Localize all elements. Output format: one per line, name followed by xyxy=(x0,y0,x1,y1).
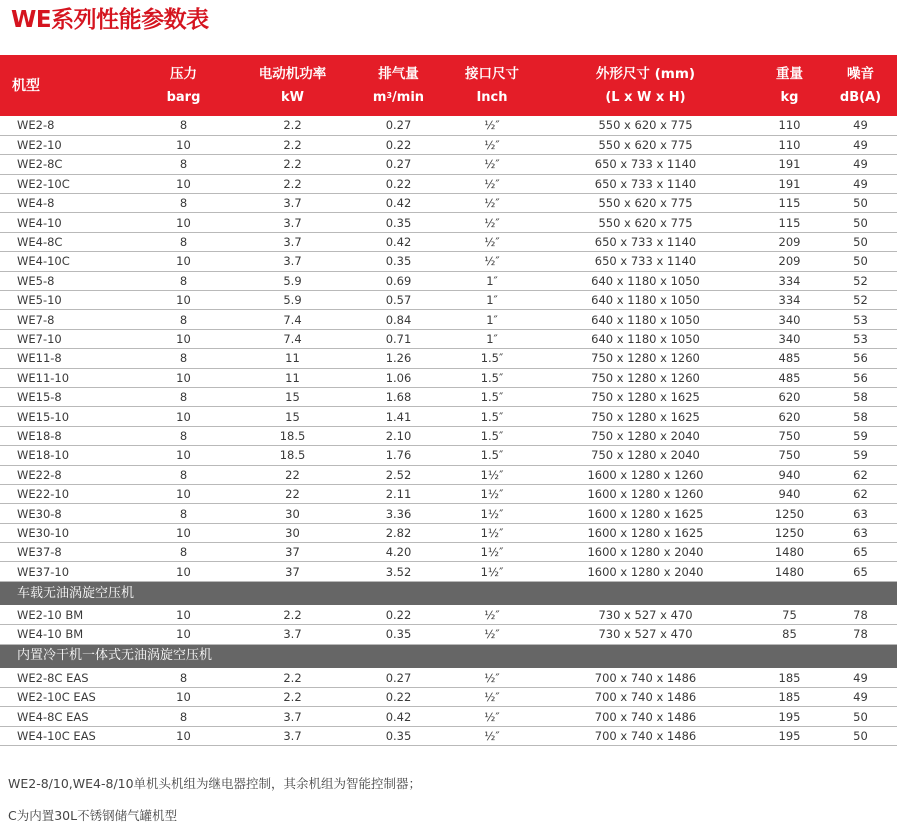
cell-weight: 209 xyxy=(755,252,824,271)
cell-air-delivery: 1.26 xyxy=(349,349,448,368)
cell-connection-size: 1½″ xyxy=(448,504,536,523)
cell-model: WE30-8 xyxy=(0,504,131,523)
table-row xyxy=(0,116,897,135)
cell-connection-size: ½″ xyxy=(448,174,536,193)
section-header xyxy=(0,581,897,605)
cell-model: WE7-8 xyxy=(0,310,131,329)
cell-weight: 1480 xyxy=(755,562,824,581)
cell-dimensions: 1600 x 1280 x 1260 xyxy=(536,465,755,484)
cell-connection-size: 1.5″ xyxy=(448,387,536,406)
cell-pressure: 8 xyxy=(131,116,236,135)
cell-air-delivery: 0.22 xyxy=(349,688,448,707)
cell-pressure: 10 xyxy=(131,446,236,465)
cell-motor-power: 2.2 xyxy=(236,605,349,624)
cell-noise: 49 xyxy=(824,155,897,174)
cell-connection-size: ½″ xyxy=(448,726,536,745)
cell-dimensions: 700 x 740 x 1486 xyxy=(536,707,755,726)
cell-air-delivery: 0.42 xyxy=(349,194,448,213)
cell-pressure: 10 xyxy=(131,407,236,426)
section-title: 车载无油涡旋空压机 xyxy=(17,585,135,601)
cell-weight: 195 xyxy=(755,707,824,726)
cell-weight: 485 xyxy=(755,349,824,368)
cell-model: WE2-10C EAS xyxy=(0,688,131,707)
cell-dimensions: 750 x 1280 x 1625 xyxy=(536,407,755,426)
cell-pressure: 10 xyxy=(131,368,236,387)
cell-model: WE22-10 xyxy=(0,484,131,503)
cell-air-delivery: 0.57 xyxy=(349,291,448,310)
cell-motor-power: 3.7 xyxy=(236,232,349,251)
cell-noise: 56 xyxy=(824,349,897,368)
cell-weight: 185 xyxy=(755,688,824,707)
cell-air-delivery: 0.84 xyxy=(349,310,448,329)
cell-air-delivery: 0.22 xyxy=(349,135,448,154)
table-row xyxy=(0,426,897,445)
table-row xyxy=(0,446,897,465)
cell-air-delivery: 2.82 xyxy=(349,523,448,542)
cell-noise: 49 xyxy=(824,688,897,707)
header-air-delivery: 排气量 $m^3/\min$ xyxy=(372,65,425,105)
cell-connection-size: 1″ xyxy=(448,291,536,310)
cell-connection-size: 1½″ xyxy=(448,562,536,581)
cell-connection-size: 1.5″ xyxy=(448,368,536,387)
cell-weight: 940 xyxy=(755,484,824,503)
cell-noise: 50 xyxy=(824,252,897,271)
cell-weight: 620 xyxy=(755,387,824,406)
cell-motor-power: 15 xyxy=(236,387,349,406)
cell-weight: 750 xyxy=(755,446,824,465)
cell-dimensions: 700 x 740 x 1486 xyxy=(536,726,755,745)
cell-connection-size: 1″ xyxy=(448,329,536,348)
cell-motor-power: 15 xyxy=(236,407,349,426)
cell-pressure: 8 xyxy=(131,668,236,687)
header-motor-power: 电动机功率 kW xyxy=(258,65,327,105)
footnote-tank: C为内置30L不锈钢储气罐机型 xyxy=(8,808,178,823)
cell-noise: 59 xyxy=(824,446,897,465)
cell-dimensions: 750 x 1280 x 1625 xyxy=(536,387,755,406)
cell-connection-size: 1½″ xyxy=(448,484,536,503)
cell-motor-power: 30 xyxy=(236,523,349,542)
cell-dimensions: 640 x 1180 x 1050 xyxy=(536,310,755,329)
cell-model: WE18-10 xyxy=(0,446,131,465)
cell-motor-power: 11 xyxy=(236,349,349,368)
cell-weight: 334 xyxy=(755,271,824,290)
cell-air-delivery: 1.68 xyxy=(349,387,448,406)
cell-weight: 115 xyxy=(755,194,824,213)
cell-motor-power: 22 xyxy=(236,484,349,503)
cell-motor-power: 2.2 xyxy=(236,116,349,135)
cell-pressure: 8 xyxy=(131,271,236,290)
cell-weight: 110 xyxy=(755,116,824,135)
cell-model: WE2-10 xyxy=(0,135,131,154)
spec-table xyxy=(0,55,897,746)
table-row xyxy=(0,232,897,251)
cell-model: WE2-8C xyxy=(0,155,131,174)
table-row xyxy=(0,523,897,542)
cell-connection-size: 1½″ xyxy=(448,543,536,562)
cell-dimensions: 1600 x 1280 x 1625 xyxy=(536,523,755,542)
cell-dimensions: 550 x 620 x 775 xyxy=(536,213,755,232)
table-row xyxy=(0,387,897,406)
cell-pressure: 8 xyxy=(131,387,236,406)
cell-dimensions: 730 x 527 x 470 xyxy=(536,605,755,624)
cell-dimensions: 650 x 733 x 1140 xyxy=(536,252,755,271)
cell-noise: 78 xyxy=(824,625,897,644)
cell-pressure: 10 xyxy=(131,625,236,644)
cell-connection-size: ½″ xyxy=(448,194,536,213)
cell-air-delivery: 4.20 xyxy=(349,543,448,562)
cell-noise: 58 xyxy=(824,387,897,406)
table-row xyxy=(0,291,897,310)
table-row xyxy=(0,504,897,523)
cell-air-delivery: 1.06 xyxy=(349,368,448,387)
table-row xyxy=(0,329,897,348)
cell-dimensions: 550 x 620 x 775 xyxy=(536,116,755,135)
cell-model: WE15-8 xyxy=(0,387,131,406)
cell-pressure: 8 xyxy=(131,426,236,445)
cell-weight: 340 xyxy=(755,329,824,348)
cell-air-delivery: 0.42 xyxy=(349,232,448,251)
table-row xyxy=(0,484,897,503)
cell-model: WE4-8C EAS xyxy=(0,707,131,726)
cell-connection-size: ½″ xyxy=(448,155,536,174)
cell-connection-size: 1.5″ xyxy=(448,407,536,426)
cell-noise: 49 xyxy=(824,116,897,135)
cell-dimensions: 1600 x 1280 x 1625 xyxy=(536,504,755,523)
cell-weight: 1480 xyxy=(755,543,824,562)
cell-noise: 49 xyxy=(824,668,897,687)
cell-air-delivery: 1.76 xyxy=(349,446,448,465)
cell-connection-size: ½″ xyxy=(448,116,536,135)
cell-dimensions: 1600 x 1280 x 1260 xyxy=(536,484,755,503)
table-row xyxy=(0,174,897,193)
cell-motor-power: 3.7 xyxy=(236,707,349,726)
cell-connection-size: ½″ xyxy=(448,625,536,644)
cell-motor-power: 2.2 xyxy=(236,155,349,174)
cell-noise: 65 xyxy=(824,543,897,562)
cell-model: WE37-8 xyxy=(0,543,131,562)
cell-noise: 65 xyxy=(824,562,897,581)
cell-weight: 85 xyxy=(755,625,824,644)
table-row xyxy=(0,625,897,644)
cell-weight: 209 xyxy=(755,232,824,251)
cell-noise: 58 xyxy=(824,407,897,426)
cell-weight: 115 xyxy=(755,213,824,232)
cell-pressure: 8 xyxy=(131,310,236,329)
cell-connection-size: 1″ xyxy=(448,271,536,290)
header-dimensions: 外形尺寸 (mm) (L x W x H) xyxy=(595,65,696,105)
cell-model: WE37-10 xyxy=(0,562,131,581)
cell-noise: 53 xyxy=(824,310,897,329)
cell-connection-size: ½″ xyxy=(448,135,536,154)
cell-model: WE7-10 xyxy=(0,329,131,348)
table-row xyxy=(0,135,897,154)
cell-noise: 50 xyxy=(824,232,897,251)
cell-weight: 191 xyxy=(755,174,824,193)
table-row xyxy=(0,726,897,745)
cell-noise: 50 xyxy=(824,213,897,232)
cell-model: WE4-10C xyxy=(0,252,131,271)
cell-weight: 110 xyxy=(755,135,824,154)
cell-weight: 195 xyxy=(755,726,824,745)
cell-model: WE4-8C xyxy=(0,232,131,251)
cell-noise: 62 xyxy=(824,484,897,503)
cell-model: WE4-8 xyxy=(0,194,131,213)
cell-weight: 75 xyxy=(755,605,824,624)
cell-noise: 59 xyxy=(824,426,897,445)
cell-model: WE2-10C xyxy=(0,174,131,193)
cell-connection-size: 1.5″ xyxy=(448,426,536,445)
cell-motor-power: 7.4 xyxy=(236,329,349,348)
table-body xyxy=(0,116,897,746)
cell-pressure: 8 xyxy=(131,349,236,368)
cell-dimensions: 640 x 1180 x 1050 xyxy=(536,329,755,348)
header-connection-size: 接口尺寸 Inch xyxy=(465,65,519,105)
cell-pressure: 10 xyxy=(131,213,236,232)
cell-pressure: 10 xyxy=(131,252,236,271)
cell-weight: 1250 xyxy=(755,523,824,542)
cell-air-delivery: 0.35 xyxy=(349,726,448,745)
cell-connection-size: ½″ xyxy=(448,213,536,232)
cubic-superscript: 3 xyxy=(386,90,393,100)
cell-air-delivery: 0.69 xyxy=(349,271,448,290)
cell-connection-size: ½″ xyxy=(448,232,536,251)
cell-noise: 50 xyxy=(824,726,897,745)
cell-pressure: 8 xyxy=(131,194,236,213)
cell-pressure: 8 xyxy=(131,707,236,726)
cell-pressure: 10 xyxy=(131,605,236,624)
cell-motor-power: 3.7 xyxy=(236,625,349,644)
cell-dimensions: 650 x 733 x 1140 xyxy=(536,155,755,174)
table-row xyxy=(0,213,897,232)
cell-connection-size: 1½″ xyxy=(448,523,536,542)
cell-motor-power: 3.7 xyxy=(236,194,349,213)
cell-weight: 940 xyxy=(755,465,824,484)
cell-pressure: 8 xyxy=(131,155,236,174)
cell-noise: 63 xyxy=(824,523,897,542)
table-row xyxy=(0,310,897,329)
table-row xyxy=(0,688,897,707)
cell-connection-size: 1″ xyxy=(448,310,536,329)
cell-air-delivery: 3.52 xyxy=(349,562,448,581)
cell-air-delivery: 2.10 xyxy=(349,426,448,445)
cell-dimensions: 750 x 1280 x 2040 xyxy=(536,426,755,445)
cell-weight: 340 xyxy=(755,310,824,329)
table-row xyxy=(0,407,897,426)
cell-weight: 750 xyxy=(755,426,824,445)
cell-model: WE4-10 xyxy=(0,213,131,232)
cell-air-delivery: 1.41 xyxy=(349,407,448,426)
cell-noise: 52 xyxy=(824,271,897,290)
cell-weight: 620 xyxy=(755,407,824,426)
cell-pressure: 10 xyxy=(131,291,236,310)
table-row xyxy=(0,543,897,562)
cell-motor-power: 3.7 xyxy=(236,252,349,271)
section-header xyxy=(0,644,897,668)
cell-dimensions: 640 x 1180 x 1050 xyxy=(536,291,755,310)
cell-model: WE22-8 xyxy=(0,465,131,484)
cell-model: WE11-10 xyxy=(0,368,131,387)
table-header-row xyxy=(0,55,897,116)
cell-air-delivery: 3.36 xyxy=(349,504,448,523)
cell-dimensions: 700 x 740 x 1486 xyxy=(536,668,755,687)
cell-dimensions: 750 x 1280 x 1260 xyxy=(536,349,755,368)
table-row xyxy=(0,605,897,624)
cell-noise: 62 xyxy=(824,465,897,484)
cell-motor-power: 5.9 xyxy=(236,291,349,310)
cell-model: WE4-10C EAS xyxy=(0,726,131,745)
cell-pressure: 8 xyxy=(131,504,236,523)
cell-connection-size: ½″ xyxy=(448,707,536,726)
cell-noise: 49 xyxy=(824,135,897,154)
cell-motor-power: 18.5 xyxy=(236,446,349,465)
cell-pressure: 10 xyxy=(131,174,236,193)
cell-motor-power: 2.2 xyxy=(236,174,349,193)
table-row xyxy=(0,368,897,387)
cell-air-delivery: 0.22 xyxy=(349,174,448,193)
cell-connection-size: ½″ xyxy=(448,668,536,687)
cell-model: WE2-10 BM xyxy=(0,605,131,624)
cell-dimensions: 700 x 740 x 1486 xyxy=(536,688,755,707)
cell-air-delivery: 0.71 xyxy=(349,329,448,348)
table-row xyxy=(0,271,897,290)
cell-dimensions: 1600 x 1280 x 2040 xyxy=(536,562,755,581)
cell-connection-size: 1.5″ xyxy=(448,446,536,465)
cell-dimensions: 750 x 1280 x 2040 xyxy=(536,446,755,465)
cell-pressure: 8 xyxy=(131,543,236,562)
table-row xyxy=(0,562,897,581)
cell-model: WE5-10 xyxy=(0,291,131,310)
cell-connection-size: ½″ xyxy=(448,605,536,624)
cell-air-delivery: 0.27 xyxy=(349,116,448,135)
cell-noise: 53 xyxy=(824,329,897,348)
cell-air-delivery: 0.27 xyxy=(349,155,448,174)
cell-noise: 50 xyxy=(824,194,897,213)
cell-model: WE4-10 BM xyxy=(0,625,131,644)
table-row xyxy=(0,465,897,484)
cell-dimensions: 650 x 733 x 1140 xyxy=(536,232,755,251)
cell-noise: 52 xyxy=(824,291,897,310)
table-row xyxy=(0,349,897,368)
cell-air-delivery: 0.35 xyxy=(349,252,448,271)
cell-dimensions: 1600 x 1280 x 2040 xyxy=(536,543,755,562)
cell-pressure: 10 xyxy=(131,523,236,542)
table-row xyxy=(0,252,897,271)
header-model: 机型 xyxy=(12,77,40,94)
cell-motor-power: 37 xyxy=(236,562,349,581)
cell-model: WE15-10 xyxy=(0,407,131,426)
cell-noise: 56 xyxy=(824,368,897,387)
cell-motor-power: 18.5 xyxy=(236,426,349,445)
table-row xyxy=(0,668,897,687)
cell-motor-power: 3.7 xyxy=(236,726,349,745)
footnote-control: WE2-8/10,WE4-8/10单机头机组为继电器控制，其余机组为智能控制器； xyxy=(8,776,422,791)
cell-model: WE18-8 xyxy=(0,426,131,445)
cell-motor-power: 30 xyxy=(236,504,349,523)
cell-dimensions: 640 x 1180 x 1050 xyxy=(536,271,755,290)
cell-pressure: 10 xyxy=(131,135,236,154)
cell-weight: 1250 xyxy=(755,504,824,523)
cell-motor-power: 5.9 xyxy=(236,271,349,290)
cell-connection-size: ½″ xyxy=(448,252,536,271)
cell-air-delivery: 0.22 xyxy=(349,605,448,624)
page-title: WE系列性能参数表 xyxy=(11,7,209,33)
cell-motor-power: 2.2 xyxy=(236,135,349,154)
cell-motor-power: 22 xyxy=(236,465,349,484)
cell-motor-power: 11 xyxy=(236,368,349,387)
cell-dimensions: 730 x 527 x 470 xyxy=(536,625,755,644)
cell-weight: 185 xyxy=(755,668,824,687)
cell-pressure: 10 xyxy=(131,562,236,581)
cell-motor-power: 2.2 xyxy=(236,668,349,687)
cell-model: WE5-8 xyxy=(0,271,131,290)
cell-motor-power: 7.4 xyxy=(236,310,349,329)
cell-air-delivery: 0.35 xyxy=(349,213,448,232)
cell-noise: 78 xyxy=(824,605,897,624)
cell-pressure: 10 xyxy=(131,329,236,348)
header-noise: 噪音 dB(A) xyxy=(839,65,882,105)
cell-motor-power: 37 xyxy=(236,543,349,562)
cell-pressure: 8 xyxy=(131,232,236,251)
cell-air-delivery: 2.52 xyxy=(349,465,448,484)
cell-model: WE2-8C EAS xyxy=(0,668,131,687)
cell-pressure: 10 xyxy=(131,688,236,707)
cell-pressure: 10 xyxy=(131,484,236,503)
cell-weight: 485 xyxy=(755,368,824,387)
cell-dimensions: 550 x 620 x 775 xyxy=(536,135,755,154)
cell-air-delivery: 0.42 xyxy=(349,707,448,726)
cell-model: WE2-8 xyxy=(0,116,131,135)
cell-motor-power: 2.2 xyxy=(236,688,349,707)
cell-dimensions: 550 x 620 x 775 xyxy=(536,194,755,213)
cell-model: WE11-8 xyxy=(0,349,131,368)
table-row xyxy=(0,194,897,213)
cell-pressure: 8 xyxy=(131,465,236,484)
cell-dimensions: 650 x 733 x 1140 xyxy=(536,174,755,193)
cell-noise: 49 xyxy=(824,174,897,193)
cell-dimensions: 750 x 1280 x 1260 xyxy=(536,368,755,387)
cell-noise: 63 xyxy=(824,504,897,523)
cell-weight: 191 xyxy=(755,155,824,174)
table-row xyxy=(0,707,897,726)
cell-connection-size: 1.5″ xyxy=(448,349,536,368)
cell-air-delivery: 2.11 xyxy=(349,484,448,503)
section-title: 内置冷干机一体式无油涡旋空压机 xyxy=(17,648,213,664)
cell-weight: 334 xyxy=(755,291,824,310)
cell-connection-size: ½″ xyxy=(448,688,536,707)
header-pressure: 压力 barg xyxy=(166,65,201,105)
cell-air-delivery: 0.27 xyxy=(349,668,448,687)
cell-noise: 50 xyxy=(824,707,897,726)
header-weight: 重量 kg xyxy=(776,65,803,105)
cell-connection-size: 1½″ xyxy=(448,465,536,484)
cell-motor-power: 3.7 xyxy=(236,213,349,232)
cell-air-delivery: 0.35 xyxy=(349,625,448,644)
cell-model: WE30-10 xyxy=(0,523,131,542)
cell-pressure: 10 xyxy=(131,726,236,745)
table-row xyxy=(0,155,897,174)
